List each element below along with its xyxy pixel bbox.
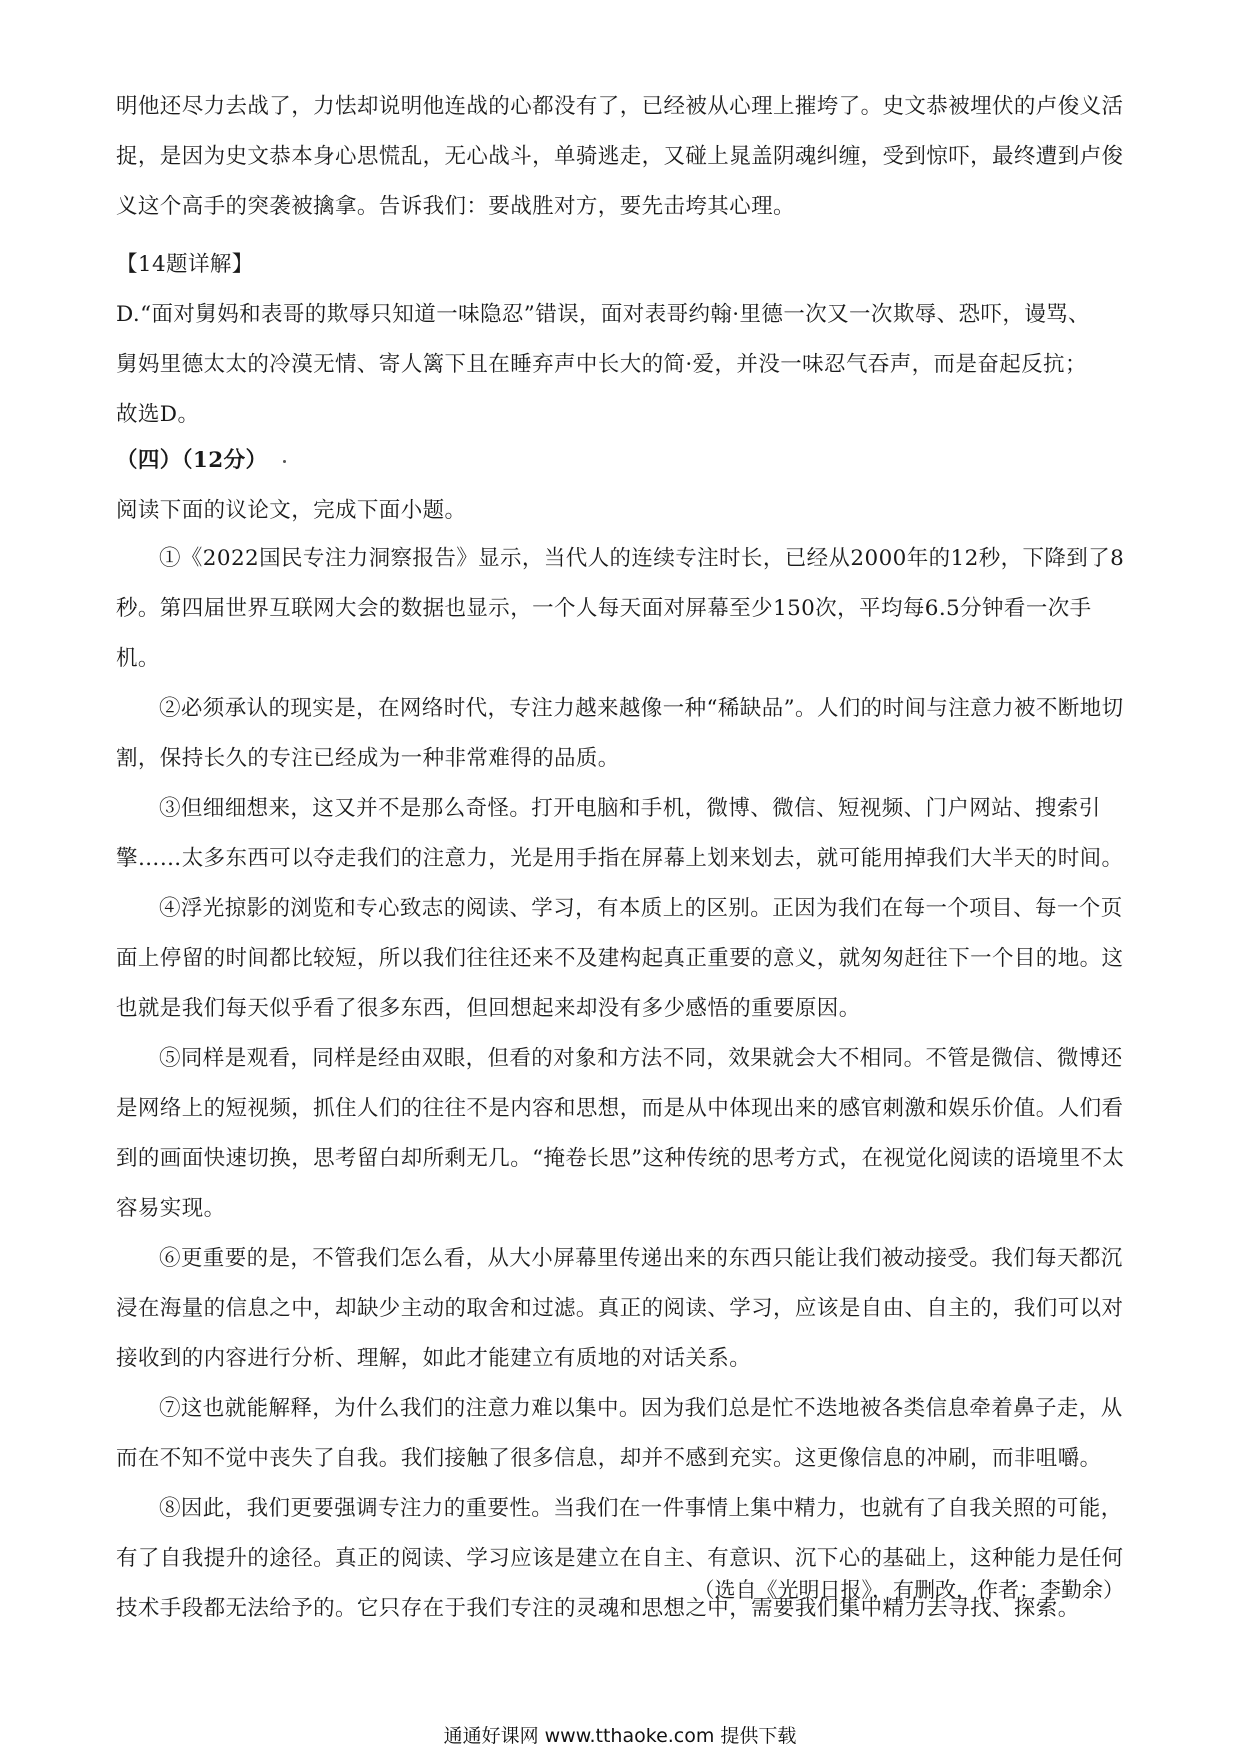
q14-explanation	[116, 240, 1126, 440]
essay-paragraph-7: ⑦这也就能解释，为什么我们的注意力难以集中。因为我们总是忙不迭地被各类信息牵着鼻子走，从而在不知不觉中丧失了自我。我们接触了很多信息，却并不感到充实。这更像信息的冲刷，而非咀嚼。	[116, 1396, 1123, 1471]
essay-paragraph-8: ⑧因此，我们更要强调专注力的重要性。当我们在一件事情上集中精力，也就有了自我关照的可能，有了自我提升的途径。真正的阅读、学习应该是建立在自主、有意识、沉下心的基础上，这种能力是任何技术手段都无法给予的。它只存在于我们专注的灵魂和思想之中，需要我们集中精力去寻找、探索。	[116, 1496, 1124, 1621]
q14-line: 舅妈里德太太的冷漠无情、寄人篱下且在睡弃声中长大的简·爱，并没一味忍气吞声，而是奋起反抗；	[116, 352, 1087, 377]
scan-dot	[283, 460, 286, 463]
essay-paragraph-1: ①《2022国民专注力洞察报告》显示，当代人的连续专注时长，已经从2000年的12秒，下降到了8秒。第四届世界互联网大会的数据也显示，一个人每天面对屏幕至少150次，平均每6.5分钟看一次手机。	[116, 546, 1125, 671]
essay-paragraph-2: ②必须承认的现实是，在网络时代，专注力越来越像一种“稀缺品”。人们的时间与注意力被不断地切割，保持长久的专注已经成为一种非常难得的品质。	[116, 696, 1124, 771]
section-four-header	[116, 436, 1126, 536]
answer-line: 义这个高手的突袭被擒拿。告诉我们：要战胜对方，要先击垮其心理。	[116, 194, 795, 219]
essay-body	[116, 534, 1126, 1634]
essay-paragraph-4: ④浮光掠影的浏览和专心致志的阅读、学习，有本质上的区别。正因为我们在每一个项目、每一个页面上停留的时间都比较短，所以我们往往还来不及建构起真正重要的意义，就匆匆赶往下一个目的地。这也就是我们每天似乎看了很多东西，但回想起来却没有多少感悟的重要原因。	[116, 896, 1124, 1021]
answer-line: 捉，是因为史文恭本身心思慌乱，无心战斗，单骑逃走，又碰上晁盖阴魂纠缠，受到惊吓，最终遭到卢俊	[116, 144, 1124, 169]
source-attribution: （选自《光明日报》，有删改，作者：李勤余）	[693, 1578, 1124, 1602]
answer-line: 明他还尽力去战了，力怯却说明他连战的心都没有了，已经被从心理上摧垮了。史文恭被埋伏的卢俊义活	[116, 94, 1124, 119]
footer-download-note: 通通好课网 www.tthaoke.com 提供下载	[443, 1725, 797, 1747]
answer-continuation	[116, 82, 1126, 232]
section-instruction: 阅读下面的议论文，完成下面小题。	[116, 498, 467, 523]
section-heading: （四）（12分）	[116, 448, 268, 473]
essay-paragraph-6: ⑥更重要的是，不管我们怎么看，从大小屏幕里传递出来的东西只能让我们被动接受。我们每天都沉浸在海量的信息之中，却缺少主动的取舍和过滤。真正的阅读、学习，应该是自由、自主的，我们可以对接收到的内容进行分析、理解，如此才能建立有质地的对话关系。	[116, 1246, 1124, 1371]
q14-heading: 【14题详解】	[116, 252, 254, 277]
essay-paragraph-3: ③但细细想来，这又并不是那么奇怪。打开电脑和手机，微博、微信、短视频、门户网站、搜索引擎……太多东西可以夺走我们的注意力，光是用手指在屏幕上划来划去，就可能用掉我们大半天的时间。	[116, 796, 1124, 871]
q14-line: 故选D。	[116, 402, 200, 427]
essay-paragraph-5: ⑤同样是观看，同样是经由双眼，但看的对象和方法不同，效果就会大不相同。不管是微信、微博还是网络上的短视频，抓住人们的往往不是内容和思想，而是从中体现出来的感官刺激和娱乐价值。人们看到的画面快速切换，思考留白却所剩无几。“掩卷长思”这种传统的思考方式，在视觉化阅读的语境里不太容易实现。	[116, 1046, 1125, 1221]
q14-line: D.“面对舅妈和表哥的欺辱只知道一味隐忍”错误，面对表哥约翰·里德一次又一次欺辱、恐吓，谩骂、	[116, 302, 1090, 327]
